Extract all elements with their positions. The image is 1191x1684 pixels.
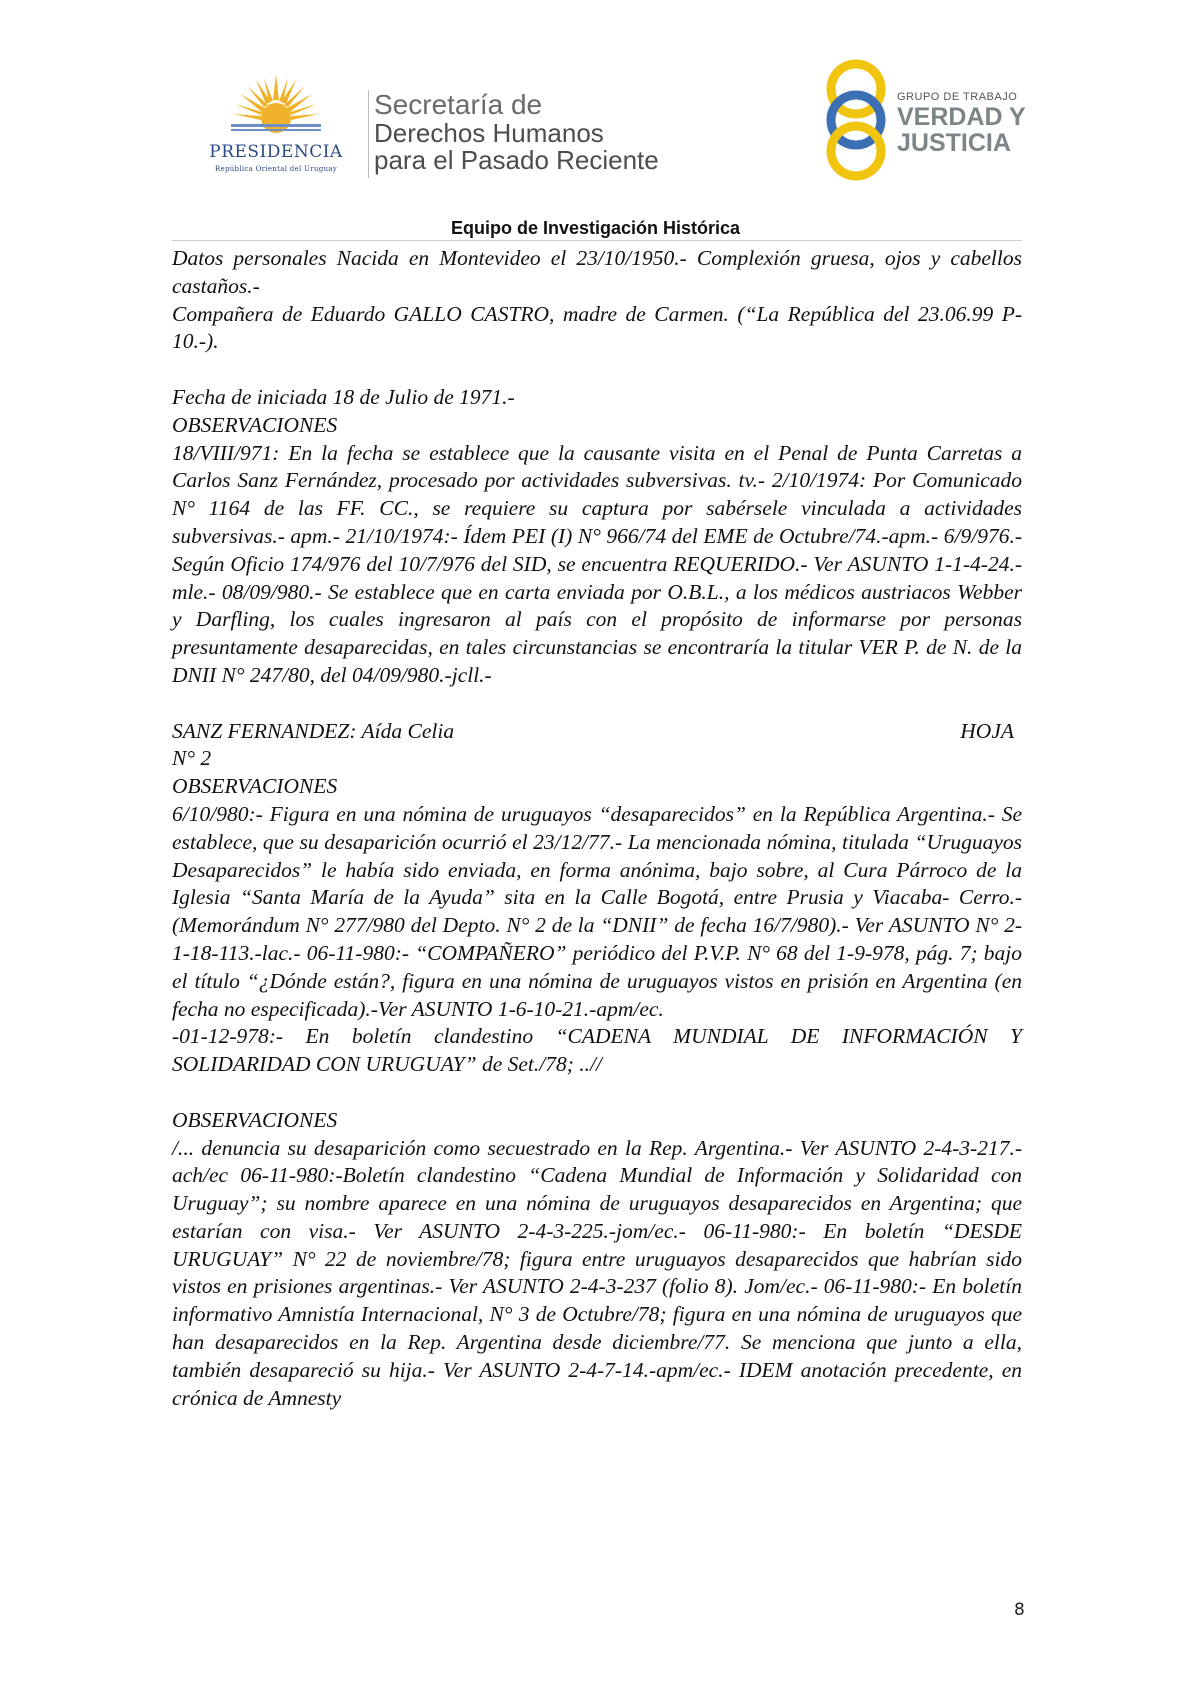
name-hoja-row: [172, 718, 1022, 746]
secretaria-line-3: para el Pasado Reciente: [374, 145, 659, 175]
observations-heading-2: OBSERVACIONES: [172, 774, 338, 799]
header-divider: [368, 90, 369, 178]
verdad-label: VERDAD Y: [897, 103, 1026, 131]
rings-emblem-icon: [822, 58, 897, 183]
observations-text-2: 6/10/980:- Figura en una nómina de uruguayos “desaparecidos” en la República Argentina.- Se establece, que su desaparición ocurrió el 23/12/77.- La mencionada nómina, titulada “Uruguayos Desaparecidos” le había sido enviada, en forma anónima, bajo sobre, al Cura Párroco de la Iglesia “Santa María de la Ayuda” sita en la Calle Bogotá, entre Prusia y Viacaba- Cerro.- (Memorándum N° 277/980 del Depto. N° 2 de la “DNII” de fecha 16/7/980).- Ver ASUNTO N° 2-1-18-113.-lac.- 06-11-980:- “COMPAÑERO” periódico del P.V.P. N° 68 del 1-9-978, pág. 7; bajo el título “¿Dónde están?, figura en una nómina de uruguayos vistos en prisión en Argentina (en fecha no especificada).-Ver ASUNTO 1-6-10-21.-apm/ec.: [172, 801, 1022, 1021]
justicia-label: JUSTICIA: [897, 129, 1011, 157]
observations-heading-1: OBSERVACIONES: [172, 412, 338, 437]
secretaria-logo-text: [374, 90, 659, 174]
presidencia-logo: [196, 72, 356, 190]
team-title: Equipo de Investigación Histórica: [450, 218, 741, 238]
page-number: 8: [1014, 1600, 1025, 1620]
header-rule: [172, 240, 1022, 241]
observations-heading-3: OBSERVACIONES: [172, 1107, 338, 1132]
observations-text-3: /... denuncia su desaparición como secuestrado en la Rep. Argentina.- Ver ASUNTO 2-4-3-217.-ach/ec 06-11-980:-Boletín clandestino “Cadena Mundial de Información y Solidaridad con Uruguay”; su nombre aparece en una nómina de uruguayos desaparecidos en Argentina; que estarían con visa.- Ver ASUNTO 2-4-3-225.-jom/ec.- 06-11-980:- En boletín “DESDE URUGUAY” N° 22 de noviembre/78; figura entre uruguayos desaparecidos que habrían sido vistos en prisiones argentinas.- Ver ASUNTO 2-4-3-237 (folio 8). Jom/ec.- 06-11-980:- En boletín informativo Amnistía Internacional, N° 3 de Octubre/78; figura en una nómina de uruguayos que han desaparecidos en la Rep. Argentina desde diciembre/77. Se menciona que junto a ella, también desapareció su hija.- Ver ASUNTO 2-4-7-14.-apm/ec.- IDEM anotación precedente, en crónica de Amnesty: [172, 1135, 1022, 1410]
subject-name: SANZ FERNANDEZ: Aída Celia: [172, 718, 455, 743]
presidencia-subtitle: República Oriental del Uruguay: [214, 165, 338, 173]
grupo-trabajo-label: GRUPO DE TRABAJO: [897, 91, 1018, 103]
secretaria-line-1: Secretaría de: [374, 89, 543, 120]
secretaria-line-2: Derechos Humanos: [374, 118, 604, 148]
spacer: [172, 1079, 1022, 1107]
observations-text-1: 18/VIII/971: En la fecha se establece que la causante visita en el Penal de Punta Carretas a Carlos Sanz Fernández, procesado por actividades subversivas. tv.- 2/10/1974: Por Comunicado N° 1164 de las FF. CC., se requiere su captura por sabérsele vinculada a actividades subversivas.- apm.- 21/10/1974:- Ídem PEI (I) N° 966/74 del EME de Octubre/74.-apm.- 6/9/976.- Según Oficio 174/976 del 10/7/976 del SID, se encuentra REQUERIDO.- Ver ASUNTO 1-1-4-24.-mle.- 08/09/980.- Se establece que en carta enviada por O.B.L., a los médicos austriacos Webber y Darfling, los cuales ingresaron al país con el propósito de informarse por personas presuntamente desaparecidas, en tales circunstancias se encontraría la titular VER P. de N. de la DNII N° 247/80, del 04/09/980.-jcll.-: [172, 440, 1022, 687]
verdad-justicia-logo: [822, 58, 1042, 183]
document-body: [172, 245, 1022, 1412]
hoja-number: N° 2: [172, 746, 212, 771]
personal-data-paragraph: Datos personales Nacida en Montevideo el 23/10/1950.- Complexión gruesa, ojos y cabellos castaños.-: [172, 246, 1022, 298]
page-header: [0, 0, 1191, 200]
spacer: [172, 690, 1022, 718]
companion-paragraph: Compañera de Eduardo GALLO CASTRO, madre de Carmen. (“La República del 23.06.99 P- 10.-).: [172, 301, 1022, 354]
spacer: [172, 356, 1022, 384]
sun-emblem-icon: [231, 72, 321, 140]
start-date-line: Fecha de iniciada 18 de Julio de 1971.-: [172, 384, 515, 409]
observations-text-2b: -01-12-978:- En boletín clandestino “CADENA MUNDIAL DE INFORMACIÓN Y SOLIDARIDAD CON URUGUAY” de Set./78; ..//: [172, 1024, 1022, 1077]
presidencia-name: PRESIDENCIA: [209, 142, 343, 162]
hoja-label: HOJA: [960, 718, 1014, 743]
